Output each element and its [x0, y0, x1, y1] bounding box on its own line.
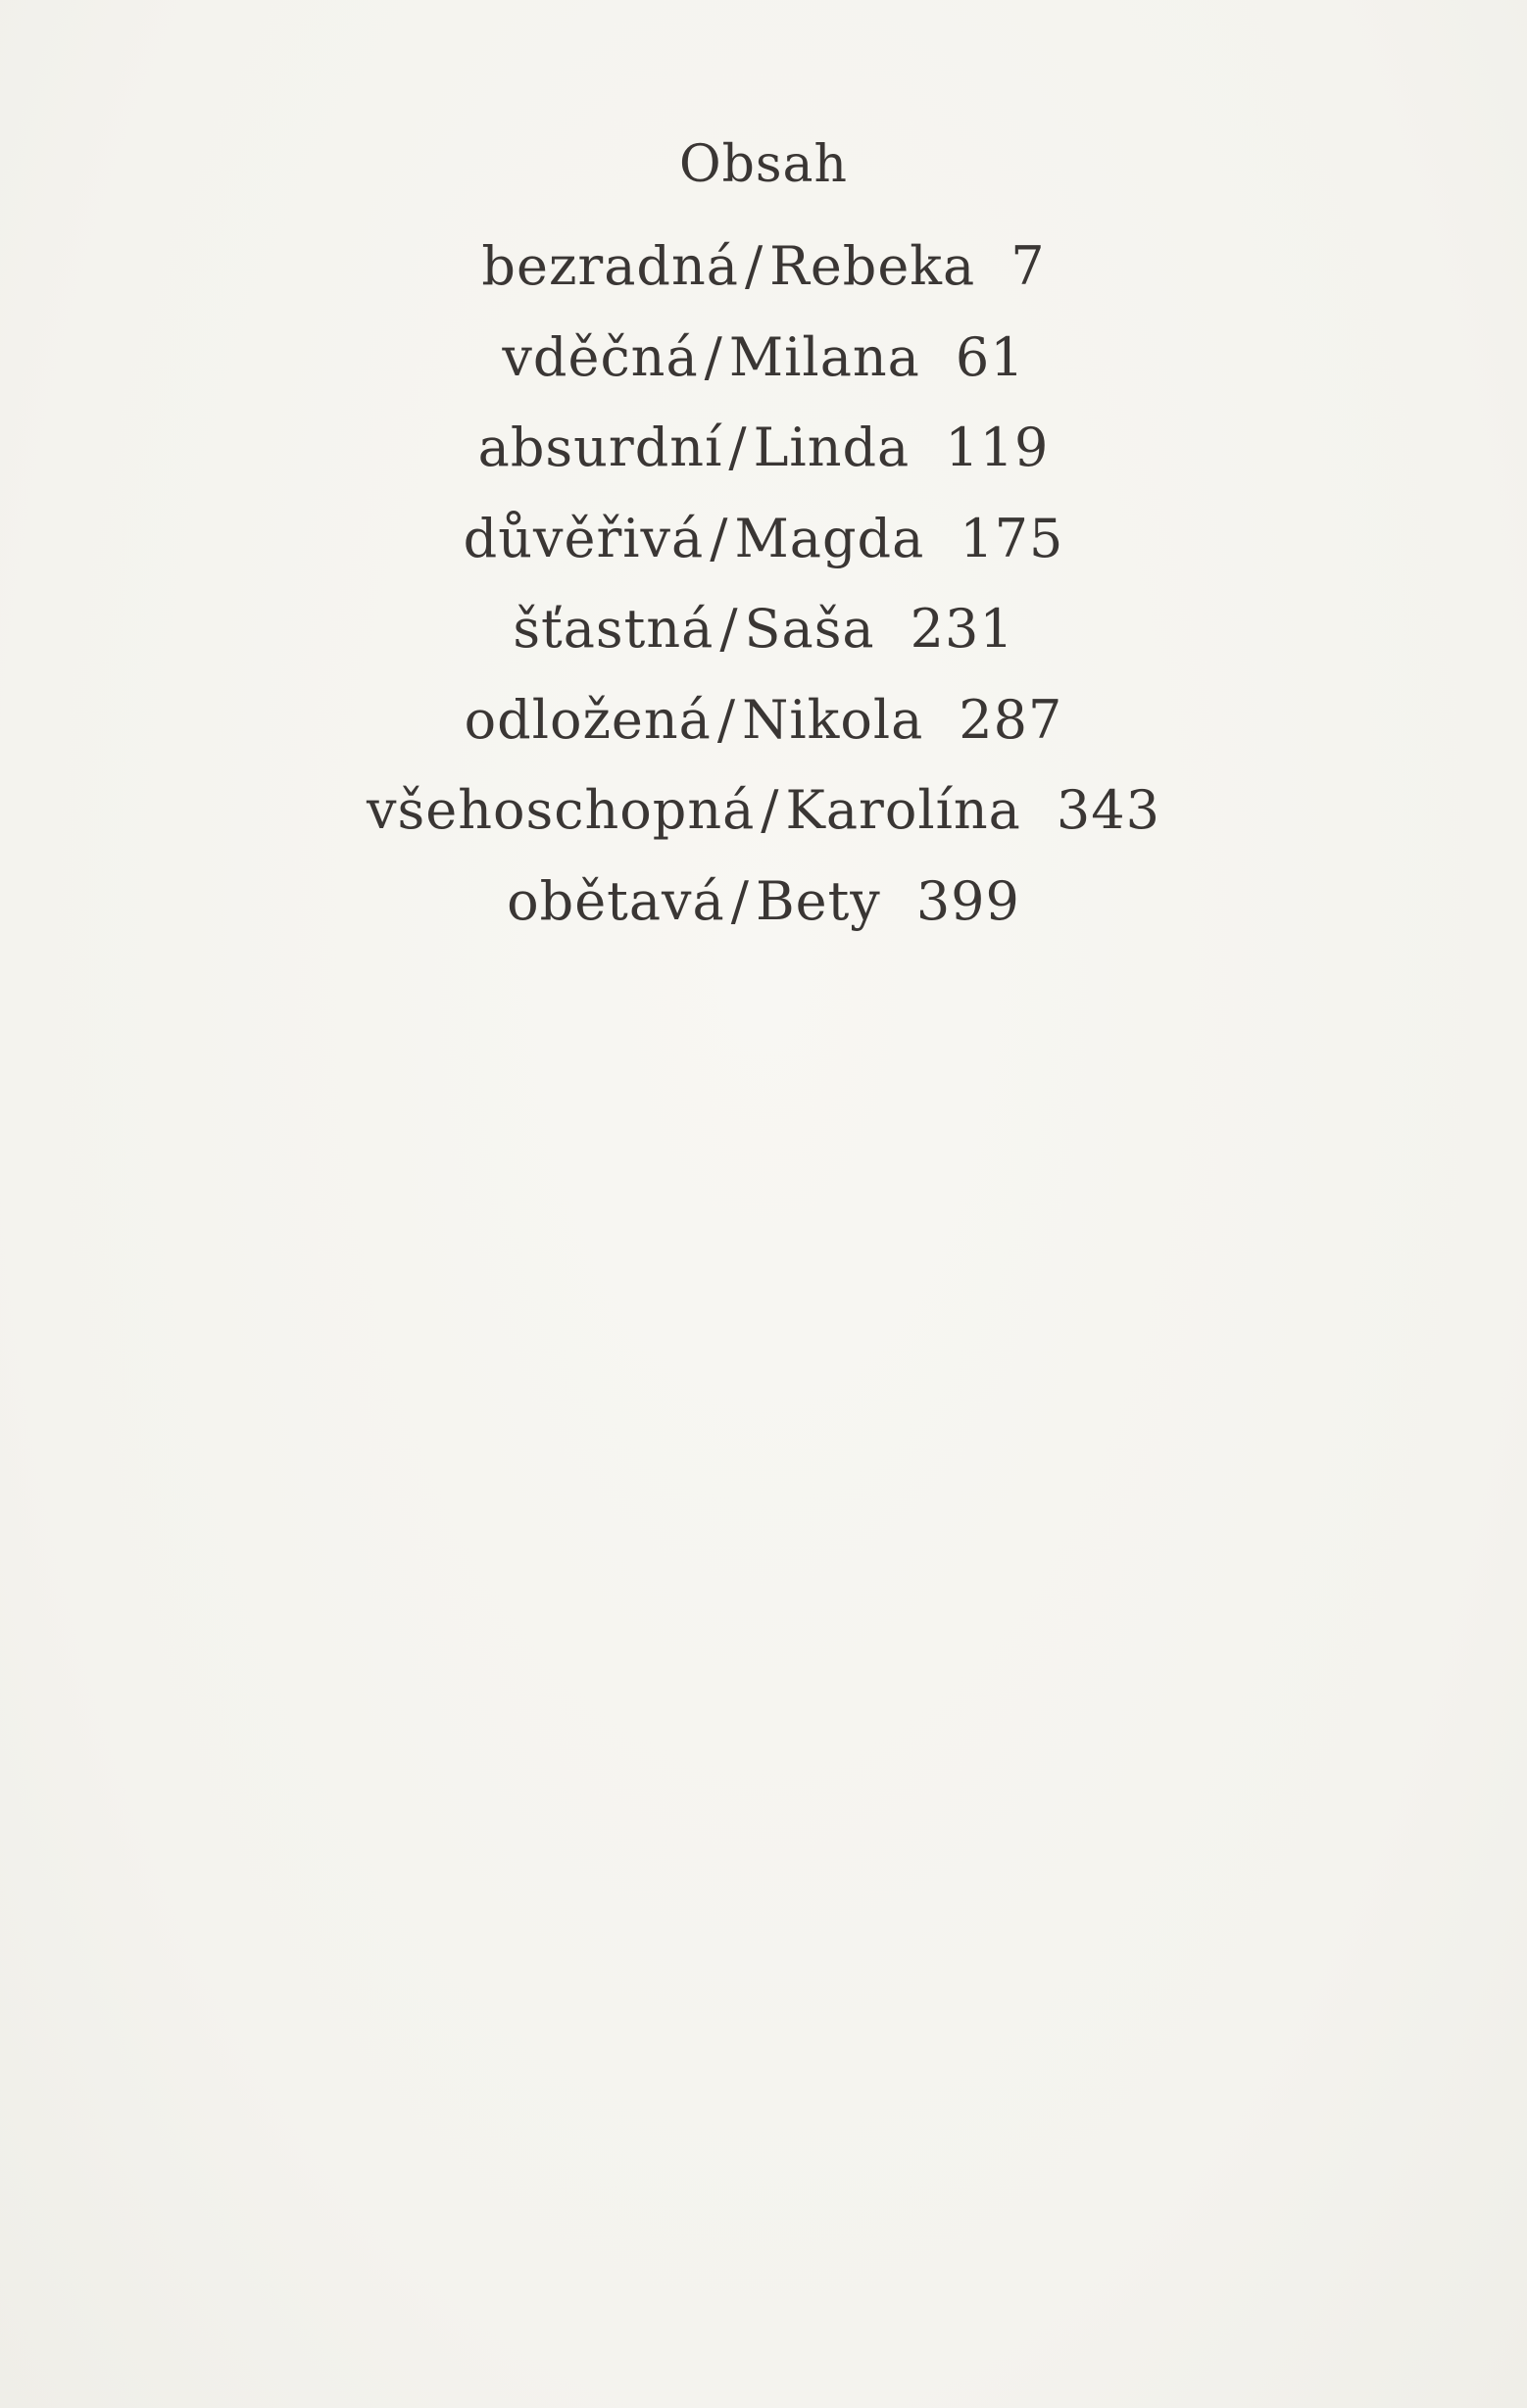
- table-of-contents: [0, 125, 1527, 947]
- chapter-person: Karolína: [785, 779, 1021, 841]
- page-number: 175: [960, 507, 1064, 569]
- chapter-title: bezradná: [481, 235, 739, 297]
- chapter-title: obětavá: [507, 869, 725, 932]
- chapter-person: Nikola: [742, 688, 924, 751]
- chapter-title: šťastná: [513, 598, 714, 660]
- toc-entry: [0, 221, 1527, 313]
- chapter-person: Linda: [753, 417, 911, 478]
- toc-list: [0, 221, 1527, 947]
- chapter-person: Milana: [728, 325, 920, 388]
- toc-entry: [0, 403, 1527, 494]
- page-number: 119: [945, 417, 1050, 478]
- page-number: 7: [1010, 235, 1046, 297]
- separator: /: [719, 598, 739, 660]
- chapter-person: Rebeka: [769, 235, 976, 297]
- toc-entry: [0, 494, 1527, 585]
- toc-entry: [0, 675, 1527, 766]
- page-number: 61: [955, 325, 1025, 388]
- page-number: 287: [959, 688, 1063, 751]
- chapter-title: absurdní: [477, 417, 723, 478]
- separator: /: [716, 688, 737, 751]
- separator: /: [728, 417, 748, 478]
- toc-entry: [0, 313, 1527, 404]
- separator: /: [730, 869, 750, 932]
- separator: /: [710, 507, 729, 569]
- toc-entry: [0, 765, 1527, 857]
- page-number: 231: [910, 598, 1014, 660]
- chapter-person: Magda: [734, 507, 925, 569]
- toc-title: Obsah: [678, 135, 849, 194]
- toc-entry: [0, 584, 1527, 675]
- chapter-title: odložená: [464, 688, 712, 751]
- chapter-person: Saša: [744, 598, 875, 660]
- separator: /: [704, 325, 723, 388]
- chapter-title: důvěřivá: [463, 507, 705, 569]
- chapter-title: všehoschopná: [367, 779, 756, 841]
- toc-entry: [0, 857, 1527, 948]
- separator: /: [761, 779, 780, 841]
- chapter-title: vděčná: [502, 325, 699, 388]
- page-number: 399: [915, 869, 1020, 932]
- chapter-person: Bety: [755, 869, 881, 932]
- page-number: 343: [1056, 779, 1160, 841]
- separator: /: [744, 235, 764, 297]
